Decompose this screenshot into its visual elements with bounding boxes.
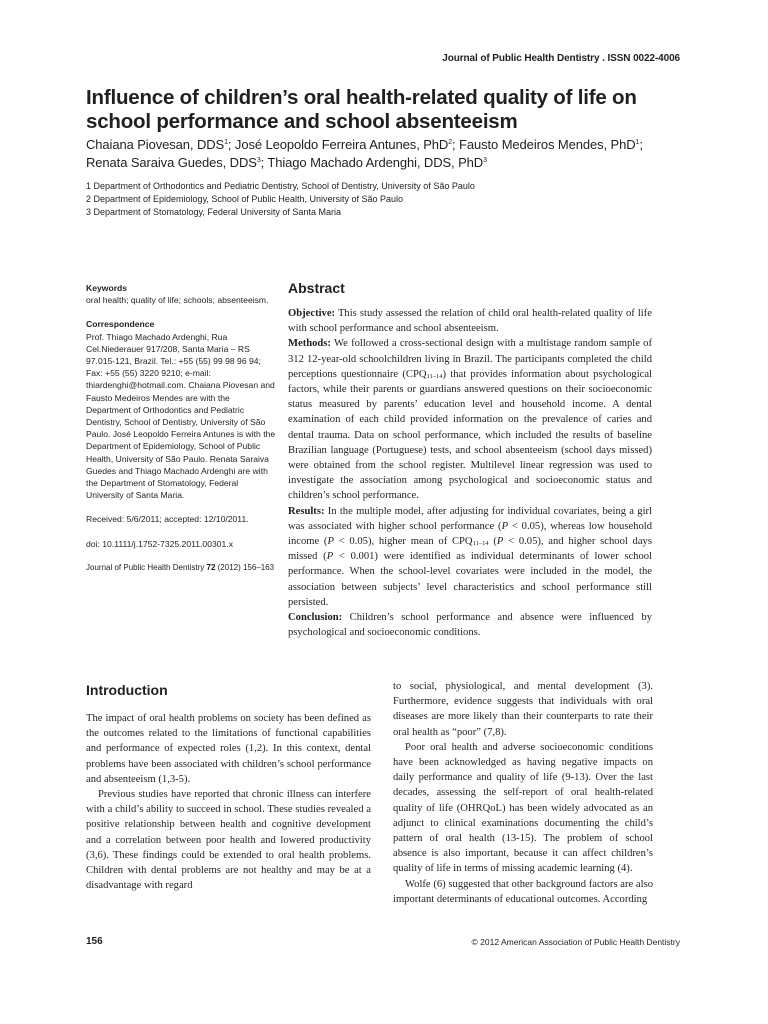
- correspondence-block: [86, 318, 276, 501]
- keywords-block: [86, 282, 276, 306]
- methods-label: Methods:: [288, 338, 331, 350]
- abstract-heading: Abstract: [288, 280, 345, 296]
- results-text: < 0.05), whereas low household income (: [288, 520, 652, 548]
- author-separator: ;: [639, 137, 643, 152]
- citation-pages: (2012) 156–163: [215, 562, 275, 572]
- affiliation-item: 1 Department of Orthodontics and Pediatric Dentistry, School of Dentistry, University of São Paulo: [86, 181, 475, 191]
- cpq-subscript: 11–14: [472, 540, 489, 548]
- body-paragraph: to social, physiological, and mental development (3). Furthermore, evidence suggests that individuals with oral diseases are more likely than their counterparts to rate their oral health as “poor” (7,8).: [393, 681, 653, 738]
- cpq-subscript: 11–14: [426, 372, 443, 380]
- affiliation-marker: 1: [635, 139, 640, 146]
- citation: [86, 562, 276, 574]
- affiliation-marker: 3: [256, 157, 261, 164]
- affiliation-item: 3 Department of Stomatology, Federal University of Santa Maria: [86, 207, 341, 217]
- doi: doi: 10.1111/j.1752-7325.2011.00301.x: [86, 538, 234, 549]
- received-date: Received: 5/6/2011; accepted: 12/10/2011.: [86, 514, 249, 525]
- objective-label: Objective:: [288, 308, 336, 319]
- affiliation-item: 2 Department of Epidemiology, School of Public Health, University of São Paulo: [86, 194, 403, 204]
- results-text: (: [488, 536, 497, 548]
- introduction-heading: Introduction: [86, 682, 168, 698]
- results-text: In the multiple model, after adjusting for individual covariates, being a girl was associated with higher school performance (: [288, 505, 652, 532]
- abstract-objective: [288, 306, 652, 336]
- page-number: 156: [86, 936, 103, 947]
- p-symbol: P: [326, 551, 334, 563]
- body-paragraph: Previous studies have reported that chronic illness can interfere with a child’s ability to succeed in school. These studies revealed a positive relationship between health and cognitive development and a correlation between poor health and lowered productivity (3,6). These findings could be extended to oral health problems. Children with dental problems are not healthy and may be at a disadvantage with regard: [86, 789, 371, 892]
- author-line-2: [86, 154, 706, 172]
- abstract-body: [288, 306, 652, 640]
- journal-header: Journal of Public Health Dentistry . ISSN 0022-4006: [442, 53, 680, 64]
- correspondence-heading: Correspondence: [86, 319, 155, 330]
- affiliation-marker: 1: [224, 139, 228, 146]
- p-symbol: P: [327, 536, 334, 548]
- article-sidebar: [86, 282, 276, 574]
- author-list: [86, 136, 706, 172]
- results-text: < 0.05), and higher school days missed (: [288, 536, 652, 563]
- results-text: < 0.05), higher mean of CPQ: [333, 536, 473, 548]
- methods-text: We followed a cross-sectional design with a multistage random sample of 312 12-year-old schoolchildren living in Brazil. The participants completed the child perceptions questionnaire (CPQ: [288, 338, 652, 380]
- results-label: Results:: [288, 505, 325, 517]
- abstract-results: [288, 504, 652, 610]
- author-name: Renata Saraiva Guedes, DDS: [86, 155, 257, 170]
- body-paragraph: The impact of oral health problems on society has been defined as the outcomes related to the limitations of functional capabilities and performance of expected roles (1,2). In this context, dental problems have been associated with children’s school performance and absenteeism (1,3-5).: [86, 713, 371, 785]
- citation-volume: 72: [206, 562, 216, 572]
- copyright-notice: © 2012 American Association of Public Health Dentistry: [471, 937, 680, 947]
- affiliation-marker: 3: [483, 157, 487, 164]
- body-paragraph: Wolfe (6) suggested that other background factors are also important determinants of educational outcomes. According: [393, 878, 653, 905]
- body-column-right: [393, 679, 653, 907]
- keywords-text: oral health; quality of life; schools; absenteeism.: [86, 295, 269, 306]
- correspondence-text: Prof. Thiago Machado Ardenghi, Rua Cel.Niederauer 917/208, Santa Maria – RS 97.015-121, Brazil. Tel.: +55 (55) 99 98 96 94; Fax: +55 (55) 3220 9210; e-mail: thiardenghi@hotmail.com. Chaiana Piovesan and Fausto Medeiros Mendes are with the Department of Orthodontics and Pediatric Dentistry, School of Dentistry, University of São Paulo. José Leopoldo Ferreira Antunes is with the Department of Epidemiology, School of Public Health, University of São Paulo. Renata Saraiva Guedes and Thiago Machado Ardenghi are with the Department of Stomatology, Federal University of Santa Maria.: [86, 331, 276, 501]
- author-name: Chaiana Piovesan, DDS: [86, 137, 225, 152]
- p-symbol: P: [501, 520, 509, 532]
- body-column-left: [86, 711, 371, 893]
- author-name: ; José Leopoldo Ferreira Antunes, PhD: [227, 137, 449, 152]
- article-title: Influence of children’s oral health-related quality of life on school performance and school absenteeism: [86, 86, 637, 133]
- affiliations: [86, 180, 686, 219]
- p-symbol: P: [496, 536, 504, 548]
- objective-text: This study assessed the relation of child oral health-related quality of life with school performance and school absenteeism.: [288, 308, 652, 335]
- results-text: < 0.001) were identified as individual determinants of lower school performance. When the school-level covariates were included in the model, the association between subjects’ level characteristics and school performance still persisted.: [288, 551, 653, 608]
- methods-text: ) that provides information about psychological factors, while their parents or guardians answered questions on their socioeconomic status measured by parents’ education level and household income. A dental examination of each child provided information on the prevalence of caries and dental trauma. Data on school performance, which included the results of baseline Brazilian language (Portuguese) tests, and school absenteeism (school days missed) were obtained from the school register. Multilevel linear regression was used to investigate the association among psychological and socioeconomic status and children’s school performance.: [288, 368, 652, 502]
- citation-journal: Journal of Public Health Dentistry: [86, 562, 207, 572]
- abstract-methods: [288, 336, 652, 503]
- affiliation-marker: 2: [448, 139, 453, 146]
- author-name: ; Thiago Machado Ardenghi, DDS, PhD: [260, 155, 484, 170]
- body-paragraph: Poor oral health and adverse socioeconomic conditions have been acknowledged as having negative impacts on daily performance and quality of life (9-13). Over the last decades, assessing the self-report of oral health-related quality of life (OHRQoL) has been widely advocated as an adjunct to clinical examinations documenting the child’s pattern of oral health (13-15). The problem of school absence is also important, because it can affect children’s quality of life in terms of missing academic learning (4).: [393, 741, 653, 875]
- author-name: ; Fausto Medeiros Mendes, PhD: [452, 137, 636, 152]
- keywords-heading: Keywords: [86, 283, 128, 293]
- abstract-conclusion: [288, 610, 652, 640]
- conclusion-text: Children’s school performance and absence were influenced by psychological and socioeconomic conditions.: [288, 612, 652, 639]
- conclusion-label: Conclusion:: [288, 612, 343, 624]
- author-line-1: [86, 136, 706, 154]
